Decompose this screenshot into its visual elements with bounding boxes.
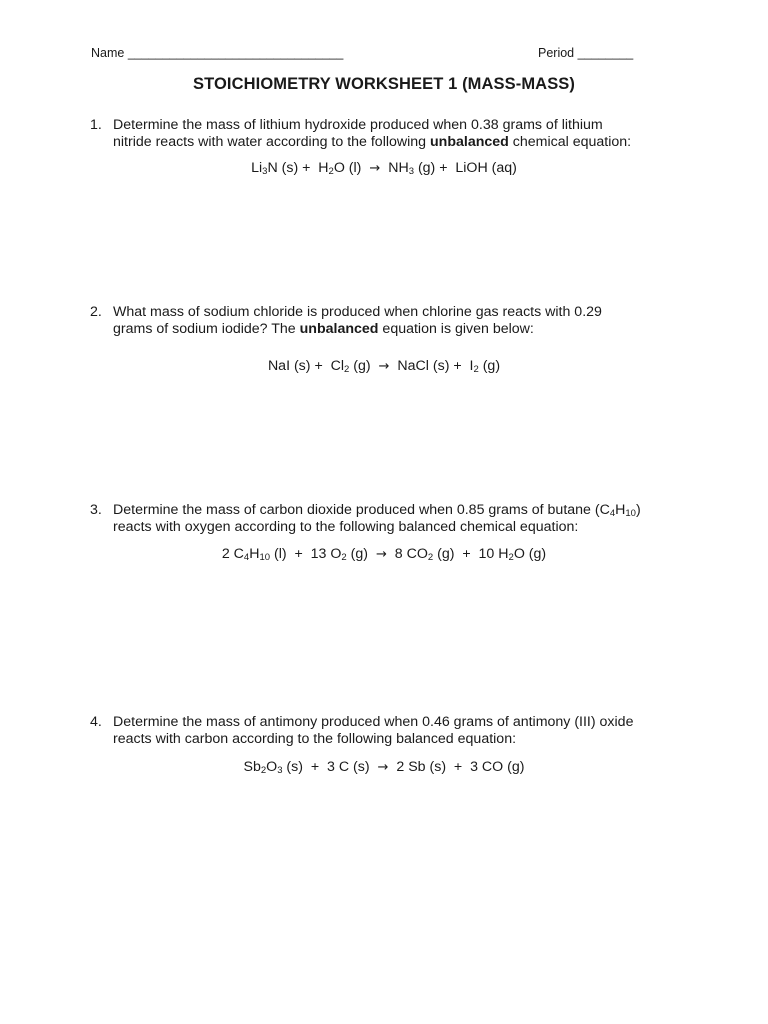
- reaction-arrow-icon: →: [375, 547, 387, 562]
- equation-2: NaI $(s) + Cl_2$ (g) → NaCl $(s) + I_2$ (g): [267, 358, 501, 375]
- period-field-label: Period ________: [538, 46, 634, 60]
- question-text: [113, 502, 641, 536]
- equation-1: $Li_3N$ $(s) + H_2O$ $(l) \to NH_3$ (g) + LiOH (aq): [251, 160, 517, 177]
- emphasis-word: unbalanced: [430, 134, 509, 150]
- question-text: [113, 714, 633, 748]
- question-line: grams of sodium iodide? The unbalanced equation is given below:: [113, 321, 534, 337]
- question-number: 1.: [90, 117, 102, 133]
- question-line: Determine the mass of lithium hydroxide produced when 0.38 grams of lithium: [113, 117, 603, 133]
- reaction-arrow-icon: →: [377, 760, 389, 775]
- reaction-arrow-icon: →: [369, 161, 381, 176]
- equation-4: $Sb_2O_3$ (s) + 3 C (s) → 2 Sb (s) + 3 CO (g): [243, 759, 525, 776]
- reaction-arrow-icon: →: [378, 359, 390, 374]
- question-line: nitride reacts with water according to the following unbalanced chemical equation:: [113, 134, 632, 150]
- equation-3: 2 $C_4H_{10}$ (l) + 13 $O_2$ (g) → 8 $CO_2$ (g) + 10 $H_2O$ (g): [221, 546, 547, 563]
- question-number: 3.: [90, 502, 102, 518]
- question-text: [113, 117, 631, 151]
- question-number: 2.: [90, 304, 102, 320]
- emphasis-word: unbalanced: [299, 321, 379, 337]
- question-line: reacts with carbon according to the following balanced equation:: [113, 731, 517, 747]
- name-field-label: Name _______________________________: [91, 46, 344, 60]
- question-line: reacts with oxygen according to the following balanced chemical equation:: [113, 519, 579, 535]
- question-line: Determine the mass of carbon dioxide produced when 0.85 grams of butane $(C_4H_{10})$: [113, 502, 641, 519]
- question-line: Determine the mass of antimony produced when 0.46 grams of antimony (III) oxide: [113, 714, 634, 730]
- question-number: 4.: [90, 714, 102, 730]
- worksheet-title: STOICHIOMETRY WORKSHEET 1 (MASS-MASS): [193, 75, 575, 93]
- question-text: [113, 304, 602, 338]
- question-line: What mass of sodium chloride is produced when chlorine gas reacts with 0.29: [113, 304, 602, 320]
